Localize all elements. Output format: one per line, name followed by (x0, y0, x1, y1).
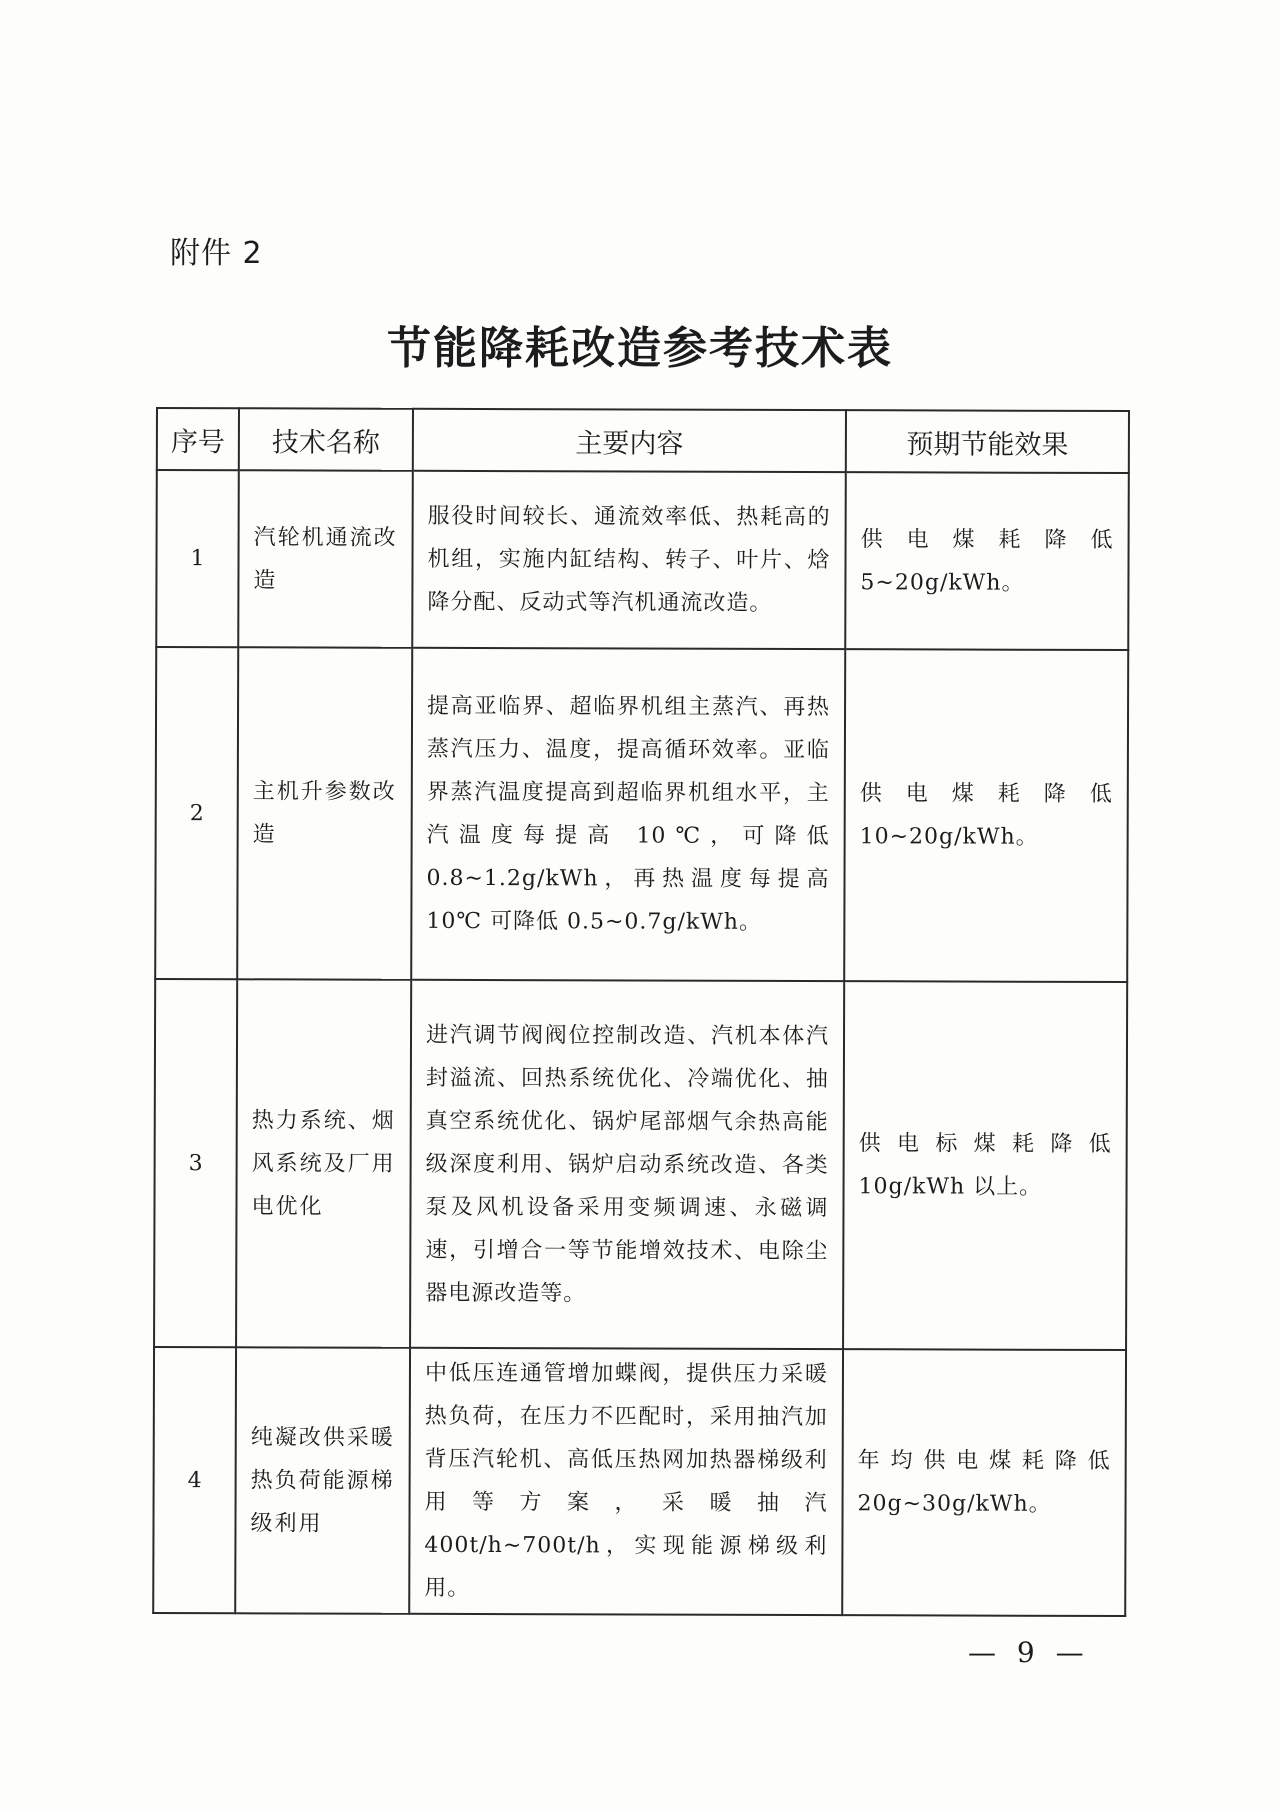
header-content: 主要内容 (413, 409, 846, 472)
effect-lead: 年均供电煤耗降低 (857, 1448, 1111, 1475)
attachment-label: 附件 2 (170, 236, 263, 271)
row-expected-effect (844, 649, 1128, 982)
row-technology-name: 纯凝改供采暖热负荷能源梯级利用 (235, 1347, 410, 1614)
row-technology-name: 主机升参数改造 (237, 647, 412, 980)
header-seq: 序号 (157, 408, 239, 470)
header-name: 技术名称 (239, 408, 413, 471)
effect-value: 10~20g/kWh。 (859, 824, 1039, 850)
row-seq: 4 (153, 1347, 236, 1613)
row-seq: 2 (155, 647, 238, 979)
row-expected-effect (843, 981, 1127, 1350)
table-header-row (157, 408, 1129, 473)
row-seq: 1 (156, 470, 239, 647)
header-effect: 预期节能效果 (846, 410, 1129, 473)
effect-lead: 供电煤耗降低 (860, 526, 1114, 553)
row-expected-effect (842, 1349, 1126, 1616)
row-main-content: 服役时间较长、通流效率低、热耗高的机组，实施内缸结构、转子、叶片、焓降分配、反动式等汽机通流改造。 (412, 471, 846, 649)
row-main-content: 提高亚临界、超临界机组主蒸汽、再热蒸汽压力、温度，提高循环效率。亚临界蒸汽温度提高到超临界机组水平，主汽温度每提高 10℃，可降低 0.8~1.2g/kWh，再热温度每提高 10℃ 可降低 0.5~0.7g/kWh。 (411, 648, 845, 981)
row-expected-effect (845, 472, 1129, 650)
table-row (155, 647, 1128, 982)
table-row (154, 979, 1127, 1350)
page-title: 节能降耗改造参考技术表 (387, 323, 893, 374)
row-main-content: 中低压连通管增加蝶阀，提供压力采暖热负荷，在压力不匹配时，采用抽汽加背压汽轮机、高低压热网加热器梯级利用等方案，采暖抽汽 400t/h~700t/h，实现能源梯级利用。 (409, 1348, 843, 1615)
row-seq: 3 (154, 979, 237, 1347)
technology-table (152, 407, 1130, 1617)
row-main-content: 进汽调节阀阀位控制改造、汽机本体汽封溢流、回热系统优化、冷端优化、抽真空系统优化、锅炉尾部烟气余热高能级深度利用、锅炉启动系统改造、各类泵及风机设备采用变频调速、永磁调速，引增合一等节能增效技术、电除尘器电源改造等。 (410, 980, 844, 1349)
effect-value: 20g~30g/kWh。 (857, 1491, 1052, 1517)
effect-value: 10g/kWh 以上。 (858, 1174, 1043, 1200)
effect-value: 5~20g/kWh。 (860, 569, 1025, 596)
row-technology-name: 汽轮机通流改造 (238, 470, 413, 648)
row-technology-name: 热力系统、烟风系统及厂用电优化 (236, 979, 411, 1348)
effect-lead: 供电标煤耗降低 (858, 1131, 1112, 1158)
table-row (156, 470, 1129, 650)
table-row (153, 1347, 1126, 1616)
page-number: — 9 — (968, 1636, 1090, 1669)
effect-lead: 供电煤耗降低 (859, 781, 1113, 808)
